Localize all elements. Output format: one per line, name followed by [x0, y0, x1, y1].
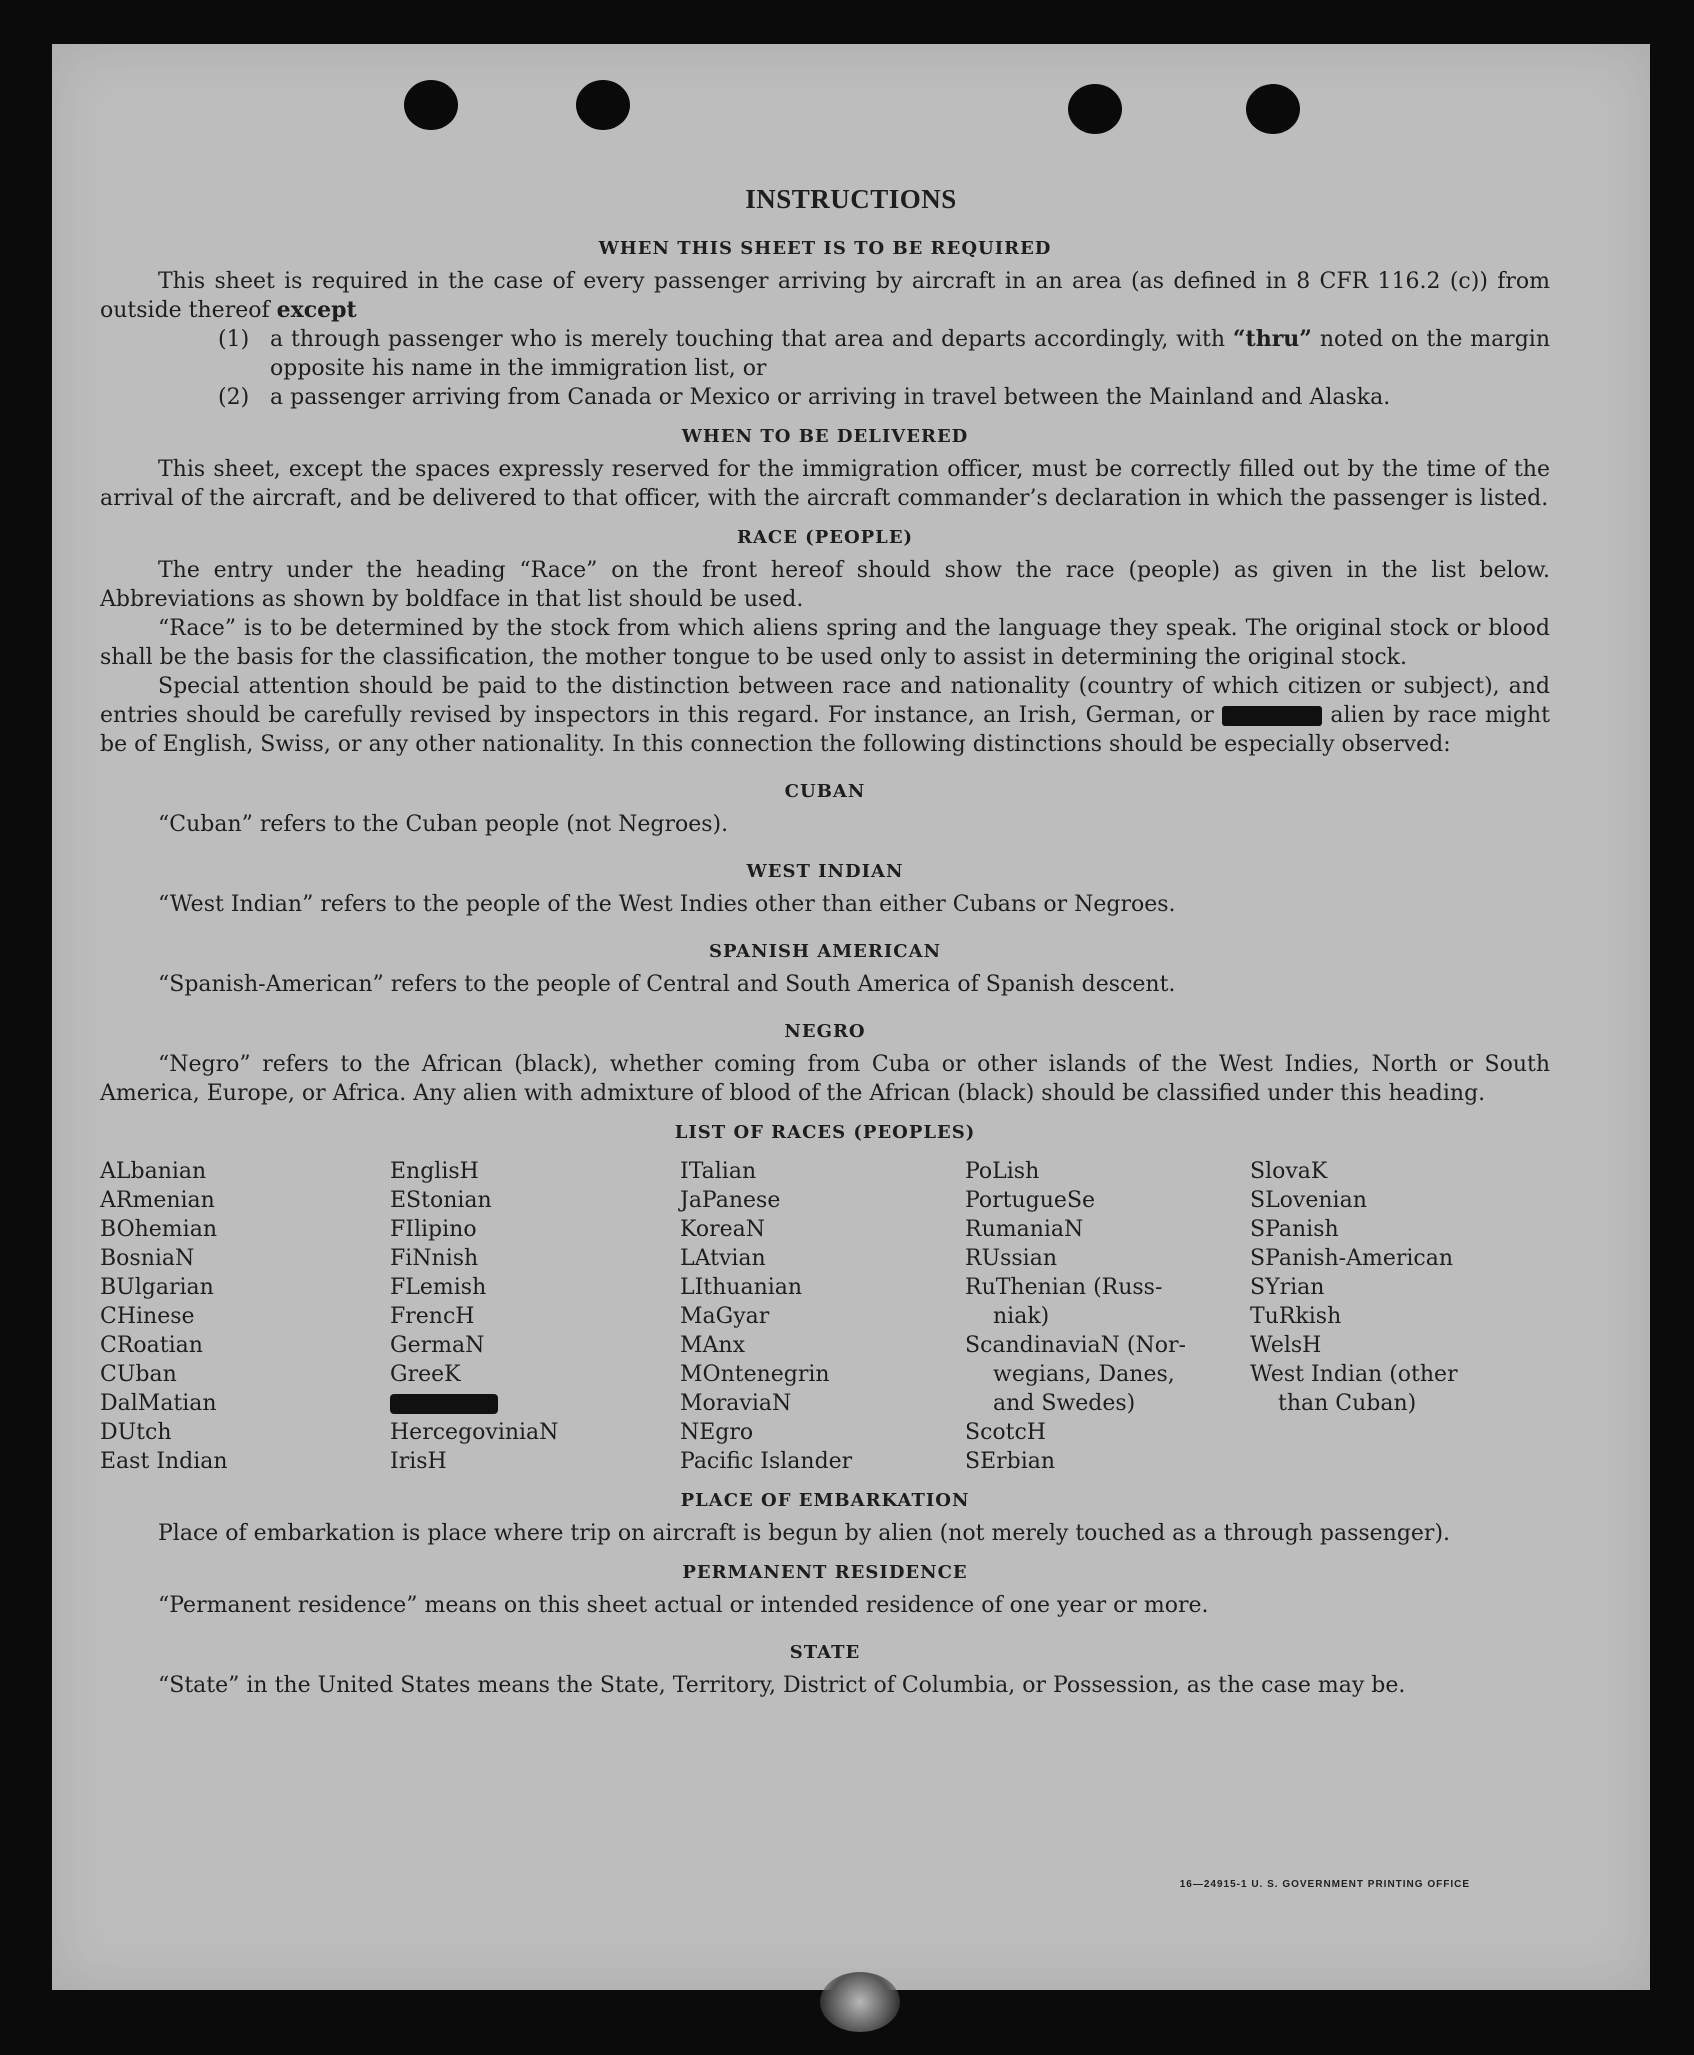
- punch-hole: [1246, 84, 1300, 134]
- race-item: FLemish: [390, 1275, 487, 1300]
- list-item: (2) a passenger arriving from Canada or Mexico or arriving in travel between the Mainland and Alaska.: [218, 385, 1391, 410]
- race-item: SYrian: [1250, 1275, 1325, 1300]
- paragraph: “State” in the United States means the State, Territory, District of Columbia, or Possession, as the case may be.: [158, 1673, 1406, 1698]
- race-item: East Indian: [100, 1449, 228, 1474]
- race-item: MAnx: [680, 1333, 745, 1358]
- list-item: (1) a through passenger who is merely touching that area and departs accordingly, with “thru” noted on the margin opposite his name in the immigration list, or: [218, 326, 1550, 381]
- race-item: IrisH: [390, 1449, 447, 1474]
- race-item: and Swedes): [993, 1391, 1136, 1416]
- race-item: EStonian: [390, 1188, 492, 1213]
- race-column: [965, 1157, 1250, 1476]
- race-item: CHinese: [100, 1304, 195, 1329]
- race-item: HercegoviniaN: [390, 1420, 559, 1445]
- paragraph: “Race” is to be determined by the stock from which aliens spring and the language they speak. The original stock or blood shall be the basis for the classification, the mother tongue to be used only to assist in determining the original stock.: [100, 616, 1550, 670]
- paragraph: “Spanish-American” refers to the people of Central and South America of Spanish descent.: [158, 972, 1176, 997]
- paragraph: “Cuban” refers to the Cuban people (not Negroes).: [158, 812, 729, 837]
- race-item: TuRkish: [1250, 1304, 1342, 1329]
- race-item: KoreaN: [680, 1217, 765, 1242]
- race-item: LAtvian: [680, 1246, 766, 1271]
- race-item: ALbanian: [100, 1159, 207, 1184]
- redaction-mark: [1222, 706, 1322, 726]
- race-item: BOhemian: [100, 1217, 217, 1242]
- race-item: LIthuanian: [680, 1275, 803, 1300]
- race-item: RuThenian (Russ-: [965, 1275, 1163, 1300]
- race-item: RUssian: [965, 1246, 1058, 1271]
- section-heading: WHEN THIS SHEET IS TO BE REQUIRED: [598, 238, 1052, 259]
- race-item: FiNnish: [390, 1246, 479, 1271]
- race-column: [1250, 1157, 1550, 1476]
- paragraph: “Negro” refers to the African (black), whether coming from Cuba or other islands of the West Indies, North or South America, Europe, or Africa. Any alien with admixture of blood of the African (black) should be classified under this heading.: [100, 1052, 1550, 1106]
- race-item: SPanish-American: [1250, 1246, 1454, 1271]
- race-item: MaGyar: [680, 1304, 770, 1329]
- race-item: MOntenegrin: [680, 1362, 830, 1387]
- race-item: CRoatian: [100, 1333, 203, 1358]
- paragraph: Special attention should be paid to the distinction between race and nationality (country of which citizen or subject), and entries should be carefully revised by inspectors in this regard. For instance, an Irish, German, or alien by race might be of English, Swiss, or any other nationality. In this connection the following distinctions should be especially observed:: [100, 674, 1550, 757]
- race-item: FIlipino: [390, 1217, 477, 1242]
- race-item: RumaniaN: [965, 1217, 1084, 1242]
- race-item: NEgro: [680, 1420, 754, 1445]
- paragraph: The entry under the heading “Race” on the front hereof should show the race (people) as given in the list below. Abbreviations as shown by boldface in that list should be used.: [100, 558, 1550, 612]
- race-item-redacted: [390, 1389, 680, 1418]
- race-item: PoLish: [965, 1159, 1040, 1184]
- race-item: BUlgarian: [100, 1275, 214, 1300]
- race-item: MoraviaN: [680, 1391, 792, 1416]
- race-item: WelsH: [1250, 1333, 1322, 1358]
- print-code: 16—24915-1 U. S. GOVERNMENT PRINTING OFFICE: [1179, 1879, 1470, 1890]
- paragraph: This sheet is required in the case of every passenger arriving by aircraft in an area (as defined in 8 CFR 116.2 (c)) from outside thereof except: [100, 269, 1550, 323]
- race-item: DUtch: [100, 1420, 172, 1445]
- section-heading: WHEN TO BE DELIVERED: [681, 426, 969, 447]
- race-item: BosniaN: [100, 1246, 195, 1271]
- redaction-mark: [390, 1394, 498, 1414]
- race-item: EnglisH: [390, 1159, 479, 1184]
- race-item: ITalian: [680, 1159, 757, 1184]
- scan-glare: [820, 1972, 900, 2032]
- section-heading: STATE: [789, 1642, 861, 1663]
- race-item: CUban: [100, 1362, 177, 1387]
- race-item: wegians, Danes,: [993, 1362, 1175, 1387]
- race-item: than Cuban): [1278, 1391, 1417, 1416]
- race-item: GermaN: [390, 1333, 485, 1358]
- race-item: GreeK: [390, 1362, 461, 1387]
- race-column: [680, 1157, 965, 1476]
- document-page: [52, 44, 1650, 1990]
- race-item: FrencH: [390, 1304, 475, 1329]
- punch-hole: [1068, 84, 1122, 134]
- punch-hole: [404, 80, 458, 130]
- instructions-body: [100, 224, 1550, 1700]
- race-list: [100, 1157, 1550, 1476]
- race-column: [390, 1157, 680, 1476]
- section-heading: RACE (PEOPLE): [736, 527, 914, 548]
- race-item: PortugueSe: [965, 1188, 1096, 1213]
- race-item: SPanish: [1250, 1217, 1339, 1242]
- race-item: JaPanese: [680, 1188, 781, 1213]
- race-item: SlovaK: [1250, 1159, 1328, 1184]
- paragraph: “West Indian” refers to the people of the West Indies other than either Cubans or Negroes.: [158, 892, 1176, 917]
- race-column: [100, 1157, 390, 1476]
- race-item: ScandinaviaN (Nor-: [965, 1333, 1186, 1358]
- race-item: West Indian (other: [1250, 1362, 1458, 1387]
- paragraph: This sheet, except the spaces expressly reserved for the immigration officer, must be correctly filled out by the time of the arrival of the aircraft, and be delivered to that officer, with the aircraft commander’s declaration in which the passenger is listed.: [100, 457, 1550, 511]
- punch-hole: [576, 80, 630, 130]
- section-heading: LIST OF RACES (PEOPLES): [674, 1122, 976, 1143]
- race-item: Pacific Islander: [680, 1449, 853, 1474]
- race-item: ARmenian: [100, 1188, 215, 1213]
- paragraph: “Permanent residence” means on this sheet actual or intended residence of one year or more.: [158, 1593, 1209, 1618]
- section-heading: PERMANENT RESIDENCE: [682, 1562, 968, 1583]
- race-item: ScotcH: [965, 1420, 1046, 1445]
- race-item: SLovenian: [1250, 1188, 1367, 1213]
- section-heading: CUBAN: [784, 781, 866, 802]
- section-heading: WEST INDIAN: [746, 861, 904, 882]
- section-heading: NEGRO: [784, 1021, 866, 1042]
- paragraph: Place of embarkation is place where trip on aircraft is begun by alien (not merely touched as a through passenger).: [158, 1521, 1451, 1546]
- section-heading: PLACE OF EMBARKATION: [680, 1490, 970, 1511]
- race-item: SErbian: [965, 1449, 1056, 1474]
- section-heading: SPANISH AMERICAN: [708, 941, 942, 962]
- race-item: niak): [993, 1304, 1050, 1329]
- page-title: INSTRUCTIONS: [745, 184, 957, 214]
- race-item: DalMatian: [100, 1391, 217, 1416]
